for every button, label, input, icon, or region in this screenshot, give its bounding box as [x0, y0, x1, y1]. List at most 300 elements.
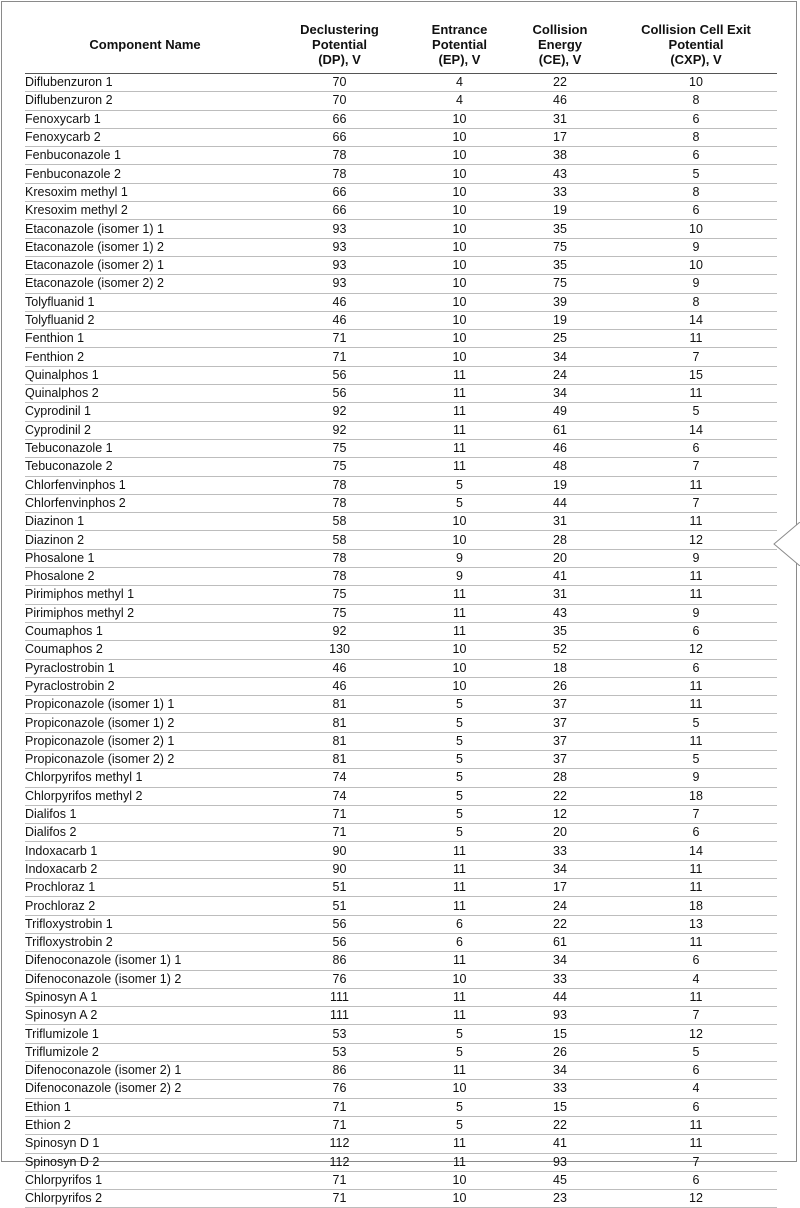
- dp-cell: 81: [265, 732, 414, 750]
- table-row: [25, 421, 777, 439]
- dp-cell: 130: [265, 641, 414, 659]
- cxp-cell: 14: [615, 842, 777, 860]
- ce-cell: 15: [505, 1025, 615, 1043]
- table-row: [25, 677, 777, 695]
- ce-cell: 34: [505, 1062, 615, 1080]
- ce-cell: 31: [505, 110, 615, 128]
- component-name-cell: Diflubenzuron 2: [25, 92, 265, 110]
- ep-cell: 5: [414, 769, 505, 787]
- ep-cell: 10: [414, 110, 505, 128]
- cxp-cell: 6: [615, 622, 777, 640]
- dp-cell: 51: [265, 897, 414, 915]
- dp-cell: 78: [265, 476, 414, 494]
- parameters-table: [25, 16, 777, 1208]
- ce-cell: 34: [505, 952, 615, 970]
- ce-cell: 34: [505, 385, 615, 403]
- table-row: [25, 1043, 777, 1061]
- ce-cell: 45: [505, 1171, 615, 1189]
- ep-cell: 11: [414, 897, 505, 915]
- ep-cell: 10: [414, 275, 505, 293]
- ce-cell: 31: [505, 513, 615, 531]
- table-row: [25, 1007, 777, 1025]
- dp-cell: 75: [265, 604, 414, 622]
- table-row: [25, 110, 777, 128]
- table-row: [25, 147, 777, 165]
- cxp-cell: 4: [615, 1080, 777, 1098]
- component-name-cell: Phosalone 1: [25, 549, 265, 567]
- component-name-cell: Etaconazole (isomer 1) 2: [25, 238, 265, 256]
- dp-cell: 75: [265, 586, 414, 604]
- table-row: [25, 220, 777, 238]
- ce-cell: 15: [505, 1098, 615, 1116]
- header-text-line: Collision Cell Exit: [641, 22, 751, 37]
- ce-cell: 75: [505, 238, 615, 256]
- ep-cell: 4: [414, 92, 505, 110]
- dp-cell: 93: [265, 256, 414, 274]
- table-row: [25, 714, 777, 732]
- dp-cell: 78: [265, 494, 414, 512]
- component-name-cell: Triflumizole 2: [25, 1043, 265, 1061]
- component-name-cell: Propiconazole (isomer 2) 1: [25, 732, 265, 750]
- ep-cell: 11: [414, 439, 505, 457]
- table-row: [25, 1190, 777, 1208]
- ce-cell: 41: [505, 1135, 615, 1153]
- ce-cell: 23: [505, 1190, 615, 1208]
- table-row: [25, 897, 777, 915]
- table-row: [25, 1153, 777, 1171]
- ep-cell: 10: [414, 970, 505, 988]
- header-text-line: (CE), V: [538, 52, 582, 67]
- ce-cell: 93: [505, 1153, 615, 1171]
- component-name-cell: Diazinon 2: [25, 531, 265, 549]
- table-row: [25, 750, 777, 768]
- table-row: [25, 275, 777, 293]
- table-header: [25, 16, 777, 74]
- ce-cell: 33: [505, 970, 615, 988]
- table-row: [25, 202, 777, 220]
- table-row: [25, 293, 777, 311]
- dp-cell: 46: [265, 677, 414, 695]
- ce-cell: 12: [505, 805, 615, 823]
- table-row: [25, 1116, 777, 1134]
- cxp-cell: 6: [615, 1062, 777, 1080]
- component-name-cell: Kresoxim methyl 1: [25, 183, 265, 201]
- dp-cell: 66: [265, 202, 414, 220]
- cxp-cell: 8: [615, 293, 777, 311]
- cxp-cell: 10: [615, 256, 777, 274]
- cxp-cell: 11: [615, 476, 777, 494]
- table-row: [25, 970, 777, 988]
- cxp-cell: 12: [615, 531, 777, 549]
- ce-cell: 37: [505, 732, 615, 750]
- dp-cell: 111: [265, 988, 414, 1006]
- table-row: [25, 531, 777, 549]
- cxp-cell: 11: [615, 568, 777, 586]
- header-collision-cell-exit-potential: [615, 16, 777, 74]
- table-row: [25, 933, 777, 951]
- ce-cell: 37: [505, 750, 615, 768]
- dp-cell: 56: [265, 366, 414, 384]
- header-text-line: Potential: [312, 37, 367, 52]
- ep-cell: 10: [414, 677, 505, 695]
- ep-cell: 5: [414, 1043, 505, 1061]
- cxp-cell: 10: [615, 74, 777, 92]
- dp-cell: 46: [265, 659, 414, 677]
- ce-cell: 24: [505, 897, 615, 915]
- ce-cell: 34: [505, 348, 615, 366]
- ep-cell: 10: [414, 128, 505, 146]
- table-body: [25, 74, 777, 1208]
- ce-cell: 26: [505, 1043, 615, 1061]
- ce-cell: 93: [505, 1007, 615, 1025]
- ce-cell: 33: [505, 183, 615, 201]
- ep-cell: 6: [414, 933, 505, 951]
- table-row: [25, 311, 777, 329]
- dp-cell: 74: [265, 769, 414, 787]
- dp-cell: 71: [265, 330, 414, 348]
- ep-cell: 9: [414, 568, 505, 586]
- cxp-cell: 18: [615, 897, 777, 915]
- table-row: [25, 403, 777, 421]
- table-row: [25, 439, 777, 457]
- component-name-cell: Dialifos 1: [25, 805, 265, 823]
- ce-cell: 37: [505, 696, 615, 714]
- ep-cell: 5: [414, 824, 505, 842]
- component-name-cell: Difenoconazole (isomer 1) 1: [25, 952, 265, 970]
- component-name-cell: Fenthion 1: [25, 330, 265, 348]
- component-name-cell: Pirimiphos methyl 1: [25, 586, 265, 604]
- table-row: [25, 805, 777, 823]
- table-row: [25, 165, 777, 183]
- dp-cell: 92: [265, 421, 414, 439]
- component-name-cell: Quinalphos 1: [25, 366, 265, 384]
- table-row: [25, 659, 777, 677]
- dp-cell: 75: [265, 458, 414, 476]
- component-name-cell: Fenbuconazole 1: [25, 147, 265, 165]
- dp-cell: 58: [265, 513, 414, 531]
- ep-cell: 11: [414, 622, 505, 640]
- dp-cell: 74: [265, 787, 414, 805]
- table-row: [25, 1135, 777, 1153]
- ce-cell: 20: [505, 824, 615, 842]
- dp-cell: 71: [265, 1190, 414, 1208]
- dp-cell: 86: [265, 1062, 414, 1080]
- cxp-cell: 6: [615, 824, 777, 842]
- table-row: [25, 385, 777, 403]
- table-row: [25, 622, 777, 640]
- component-name-cell: Phosalone 2: [25, 568, 265, 586]
- dp-cell: 86: [265, 952, 414, 970]
- dp-cell: 53: [265, 1025, 414, 1043]
- dp-cell: 92: [265, 403, 414, 421]
- cxp-cell: 7: [615, 805, 777, 823]
- dp-cell: 71: [265, 824, 414, 842]
- table-row: [25, 366, 777, 384]
- component-name-cell: Coumaphos 1: [25, 622, 265, 640]
- cxp-cell: 11: [615, 860, 777, 878]
- component-name-cell: Dialifos 2: [25, 824, 265, 842]
- component-name-cell: Chlorfenvinphos 1: [25, 476, 265, 494]
- cxp-cell: 14: [615, 421, 777, 439]
- component-name-cell: Tebuconazole 1: [25, 439, 265, 457]
- cxp-cell: 12: [615, 1190, 777, 1208]
- ce-cell: 37: [505, 714, 615, 732]
- ep-cell: 11: [414, 458, 505, 476]
- table-row: [25, 952, 777, 970]
- table-row: [25, 183, 777, 201]
- ep-cell: 10: [414, 1190, 505, 1208]
- ce-cell: 26: [505, 677, 615, 695]
- table-row: [25, 860, 777, 878]
- component-name-cell: Chlorfenvinphos 2: [25, 494, 265, 512]
- ce-cell: 20: [505, 549, 615, 567]
- ep-cell: 11: [414, 988, 505, 1006]
- table-row: [25, 348, 777, 366]
- dp-cell: 66: [265, 183, 414, 201]
- ce-cell: 46: [505, 92, 615, 110]
- component-name-cell: Etaconazole (isomer 2) 1: [25, 256, 265, 274]
- dp-cell: 71: [265, 805, 414, 823]
- table-row: [25, 513, 777, 531]
- ep-cell: 5: [414, 714, 505, 732]
- component-name-cell: Propiconazole (isomer 2) 2: [25, 750, 265, 768]
- cxp-cell: 6: [615, 952, 777, 970]
- ep-cell: 11: [414, 1062, 505, 1080]
- cxp-cell: 8: [615, 183, 777, 201]
- dp-cell: 93: [265, 275, 414, 293]
- dp-cell: 71: [265, 1116, 414, 1134]
- table-row: [25, 238, 777, 256]
- component-name-cell: Difenoconazole (isomer 2) 2: [25, 1080, 265, 1098]
- ep-cell: 5: [414, 494, 505, 512]
- ep-cell: 10: [414, 220, 505, 238]
- component-name-cell: Coumaphos 2: [25, 641, 265, 659]
- ep-cell: 11: [414, 842, 505, 860]
- ce-cell: 24: [505, 366, 615, 384]
- dp-cell: 81: [265, 696, 414, 714]
- ep-cell: 10: [414, 659, 505, 677]
- cxp-cell: 11: [615, 988, 777, 1006]
- ce-cell: 28: [505, 769, 615, 787]
- ce-cell: 19: [505, 476, 615, 494]
- cxp-cell: 11: [615, 879, 777, 897]
- cxp-cell: 5: [615, 165, 777, 183]
- component-name-cell: Quinalphos 2: [25, 385, 265, 403]
- ce-cell: 31: [505, 586, 615, 604]
- cxp-cell: 11: [615, 696, 777, 714]
- component-name-cell: Ethion 1: [25, 1098, 265, 1116]
- table-row: [25, 696, 777, 714]
- ce-cell: 19: [505, 202, 615, 220]
- table-row: [25, 1062, 777, 1080]
- dp-cell: 66: [265, 110, 414, 128]
- dp-cell: 71: [265, 1098, 414, 1116]
- ep-cell: 4: [414, 74, 505, 92]
- component-name-cell: Pyraclostrobin 2: [25, 677, 265, 695]
- ce-cell: 35: [505, 622, 615, 640]
- cxp-cell: 9: [615, 604, 777, 622]
- dp-cell: 58: [265, 531, 414, 549]
- ce-cell: 49: [505, 403, 615, 421]
- component-name-cell: Propiconazole (isomer 1) 1: [25, 696, 265, 714]
- cxp-cell: 14: [615, 311, 777, 329]
- dp-cell: 93: [265, 220, 414, 238]
- ep-cell: 10: [414, 330, 505, 348]
- cxp-cell: 11: [615, 1116, 777, 1134]
- table-row: [25, 1025, 777, 1043]
- dp-cell: 78: [265, 147, 414, 165]
- ce-cell: 22: [505, 787, 615, 805]
- dp-cell: 56: [265, 385, 414, 403]
- cxp-cell: 4: [615, 970, 777, 988]
- header-text-line: (CXP), V: [670, 52, 722, 67]
- ce-cell: 43: [505, 604, 615, 622]
- ep-cell: 11: [414, 604, 505, 622]
- dp-cell: 46: [265, 311, 414, 329]
- dp-cell: 71: [265, 1171, 414, 1189]
- cxp-cell: 7: [615, 1153, 777, 1171]
- ep-cell: 11: [414, 366, 505, 384]
- dp-cell: 56: [265, 915, 414, 933]
- table-row: [25, 494, 777, 512]
- component-name-cell: Chlorpyrifos methyl 1: [25, 769, 265, 787]
- table-row: [25, 256, 777, 274]
- header-text-line: Component Name: [89, 37, 201, 52]
- ce-cell: 43: [505, 165, 615, 183]
- component-name-cell: Prochloraz 1: [25, 879, 265, 897]
- ep-cell: 5: [414, 750, 505, 768]
- ep-cell: 10: [414, 1171, 505, 1189]
- component-name-cell: Fenoxycarb 1: [25, 110, 265, 128]
- ce-cell: 34: [505, 860, 615, 878]
- dp-cell: 46: [265, 293, 414, 311]
- ce-cell: 33: [505, 842, 615, 860]
- cxp-cell: 12: [615, 1025, 777, 1043]
- cxp-cell: 18: [615, 787, 777, 805]
- cxp-cell: 5: [615, 750, 777, 768]
- component-name-cell: Spinosyn A 1: [25, 988, 265, 1006]
- header-text-line: (DP), V: [318, 52, 361, 67]
- ep-cell: 5: [414, 1116, 505, 1134]
- component-name-cell: Kresoxim methyl 2: [25, 202, 265, 220]
- table-row: [25, 458, 777, 476]
- header-text-line: Entrance: [431, 22, 488, 37]
- dp-cell: 90: [265, 860, 414, 878]
- component-name-cell: Fenbuconazole 2: [25, 165, 265, 183]
- table-row: [25, 787, 777, 805]
- dp-cell: 70: [265, 92, 414, 110]
- dp-cell: 53: [265, 1043, 414, 1061]
- component-name-cell: Diazinon 1: [25, 513, 265, 531]
- ep-cell: 10: [414, 238, 505, 256]
- component-name-cell: Triflumizole 1: [25, 1025, 265, 1043]
- table-row: [25, 824, 777, 842]
- dp-cell: 76: [265, 970, 414, 988]
- ce-cell: 39: [505, 293, 615, 311]
- ep-cell: 10: [414, 641, 505, 659]
- ep-cell: 5: [414, 1025, 505, 1043]
- header-text-line: (EP), V: [438, 52, 481, 67]
- component-name-cell: Etaconazole (isomer 2) 2: [25, 275, 265, 293]
- component-name-cell: Trifloxystrobin 2: [25, 933, 265, 951]
- header-text-line: Collision: [532, 22, 588, 37]
- ep-cell: 11: [414, 586, 505, 604]
- cxp-cell: 11: [615, 1135, 777, 1153]
- ep-cell: 11: [414, 952, 505, 970]
- component-name-cell: Spinosyn D 2: [25, 1153, 265, 1171]
- table-row: [25, 769, 777, 787]
- table-row: [25, 568, 777, 586]
- component-name-cell: Propiconazole (isomer 1) 2: [25, 714, 265, 732]
- cxp-cell: 13: [615, 915, 777, 933]
- table-row: [25, 330, 777, 348]
- ep-cell: 11: [414, 385, 505, 403]
- header-collision-energy: [505, 16, 615, 74]
- table-row: [25, 641, 777, 659]
- table-row: [25, 988, 777, 1006]
- table-row: [25, 549, 777, 567]
- component-name-cell: Spinosyn A 2: [25, 1007, 265, 1025]
- ep-cell: 5: [414, 787, 505, 805]
- cxp-cell: 10: [615, 220, 777, 238]
- cxp-cell: 9: [615, 238, 777, 256]
- ce-cell: 19: [505, 311, 615, 329]
- ce-cell: 18: [505, 659, 615, 677]
- header-text-line: Energy: [537, 37, 583, 52]
- table-row: [25, 1171, 777, 1189]
- ep-cell: 10: [414, 165, 505, 183]
- ce-cell: 17: [505, 128, 615, 146]
- ce-cell: 52: [505, 641, 615, 659]
- cxp-cell: 9: [615, 549, 777, 567]
- component-name-cell: Chlorpyrifos 1: [25, 1171, 265, 1189]
- component-name-cell: Chlorpyrifos 2: [25, 1190, 265, 1208]
- cxp-cell: 15: [615, 366, 777, 384]
- component-name-cell: Etaconazole (isomer 1) 1: [25, 220, 265, 238]
- ce-cell: 22: [505, 74, 615, 92]
- component-name-cell: Tebuconazole 2: [25, 458, 265, 476]
- table-row: [25, 842, 777, 860]
- ep-cell: 10: [414, 311, 505, 329]
- dp-cell: 92: [265, 622, 414, 640]
- ep-cell: 11: [414, 1007, 505, 1025]
- dp-cell: 78: [265, 549, 414, 567]
- ep-cell: 11: [414, 1135, 505, 1153]
- dp-cell: 112: [265, 1153, 414, 1171]
- table-row: [25, 476, 777, 494]
- component-name-cell: Fenthion 2: [25, 348, 265, 366]
- table-row: [25, 879, 777, 897]
- ep-cell: 10: [414, 531, 505, 549]
- component-name-cell: Indoxacarb 2: [25, 860, 265, 878]
- ep-cell: 6: [414, 915, 505, 933]
- cxp-cell: 11: [615, 513, 777, 531]
- ce-cell: 75: [505, 275, 615, 293]
- cxp-cell: 11: [615, 385, 777, 403]
- component-name-cell: Tolyfluanid 2: [25, 311, 265, 329]
- ce-cell: 33: [505, 1080, 615, 1098]
- ep-cell: 10: [414, 348, 505, 366]
- cxp-cell: 5: [615, 1043, 777, 1061]
- ep-cell: 5: [414, 696, 505, 714]
- ce-cell: 38: [505, 147, 615, 165]
- component-name-cell: Cyprodinil 1: [25, 403, 265, 421]
- cxp-cell: 6: [615, 110, 777, 128]
- component-name-cell: Indoxacarb 1: [25, 842, 265, 860]
- ce-cell: 25: [505, 330, 615, 348]
- header-entrance-potential: [414, 16, 505, 74]
- ep-cell: 10: [414, 1080, 505, 1098]
